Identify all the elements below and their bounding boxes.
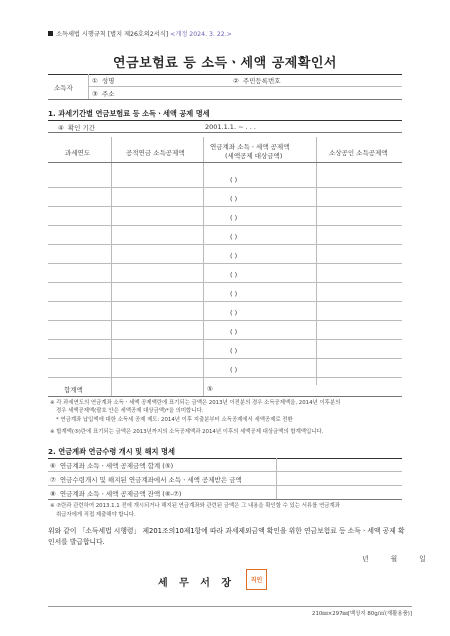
- rule: [48, 132, 402, 133]
- document-title: 연금보험료 등 소득ㆍ세액 공제확인서: [112, 56, 337, 71]
- divider: [88, 74, 89, 99]
- rule: [48, 187, 402, 188]
- rule: [48, 377, 402, 378]
- col-header-year: 과세연도: [65, 149, 91, 157]
- note-line: * 연금계좌 납입액에 대한 소득세 공제 제도: 2014년 이후 지출분부터 소득공제에서 세액공제로 전환: [56, 417, 293, 423]
- period-label: ④ 확인 기간: [58, 124, 96, 132]
- col-header-pension-sub: (세액공제 대상금액): [225, 152, 283, 160]
- rule: [48, 358, 402, 359]
- tax-office-head: 세 무 서 장: [158, 578, 236, 589]
- section2-title: 2. 연금계좌 연금수령 개시 및 해지 명세: [48, 447, 175, 456]
- pension-amount-cell[interactable]: ( ): [230, 233, 238, 241]
- closing-statement: 위와 같이 「소득세법 시행령」 제201조의10제1항에 따라 과세제외금액 확인을 위한 연금보험료 등 소득ㆍ세액 공제 확인서를 발급합니다.: [48, 527, 405, 546]
- legal-reference: 소득세법 시행규칙 [별지 제26호의2서식] <개정 2024. 3. 22.>: [48, 29, 232, 38]
- rule: [48, 458, 402, 459]
- row8-label: ⑧ 연금계좌 소득ㆍ세액 공제금액 잔액 (⑥-⑦): [50, 490, 182, 498]
- rule: [48, 120, 402, 121]
- official-seal: 직인: [246, 569, 267, 590]
- row7-label: ⑦ 연금수령개시 및 해지된 연금계좌에서 소득ㆍ세액 공제받은 금액: [50, 476, 242, 484]
- rule: [48, 263, 402, 264]
- address-field[interactable]: ③ 주소: [92, 90, 115, 98]
- rule: [48, 225, 402, 226]
- rule: [48, 206, 402, 207]
- row6-label: ⑥ 연금계좌 소득ㆍ세액 공제금액 합계 (⑤): [50, 462, 174, 470]
- period-value[interactable]: 2001.1.1. ~ . . .: [205, 123, 256, 131]
- rule: [48, 499, 402, 500]
- rule: [48, 485, 402, 486]
- rule: [48, 606, 412, 607]
- col-header-public: 공적연금 소득공제액: [126, 149, 185, 157]
- rule: [48, 74, 402, 75]
- taxpayer-label: 소득자: [54, 84, 73, 92]
- pension-amount-cell[interactable]: ( ): [230, 290, 238, 298]
- pension-amount-cell[interactable]: ( ): [230, 328, 238, 336]
- pension-amount-cell[interactable]: ( ): [230, 176, 238, 184]
- total-number[interactable]: ⑤: [207, 385, 213, 393]
- col-header-pension: 연금계좌 소득ㆍ세액 공제액: [210, 143, 290, 151]
- rule: [48, 320, 402, 321]
- pension-amount-cell[interactable]: ( ): [230, 195, 238, 203]
- paper-spec: 210㎜×297㎜[백상지 80g/㎡(재활용품)]: [312, 611, 412, 617]
- pension-amount-cell[interactable]: ( ): [230, 366, 238, 374]
- rule: [48, 244, 402, 245]
- name-field[interactable]: ① 성명: [92, 77, 115, 85]
- rule: [48, 282, 402, 283]
- rrn-field[interactable]: ② 주민등록번호: [233, 77, 281, 85]
- pension-amount-cell[interactable]: ( ): [230, 347, 238, 355]
- rule: [48, 396, 402, 397]
- rule: [48, 339, 402, 340]
- total-label: 합계액: [64, 386, 83, 394]
- note-line: 경우 세액공제액(괄호 안은 세액공제 대상금액)*을 의미합니다.: [56, 408, 204, 414]
- rule: [88, 86, 402, 87]
- note-line: ※ ⑦란과 관련하여 2013.1.1 전에 개시되거나 해지된 연금계좌와 관련된 금액은 그 내용을 확인할 수 있는 서류를 연금계좌: [50, 503, 340, 509]
- rule: [48, 162, 402, 163]
- square-bullet-icon: [48, 31, 53, 36]
- divider: [276, 458, 277, 499]
- note-line: 취급자에게 직접 제출해야 합니다.: [56, 512, 136, 518]
- divider: [316, 137, 317, 385]
- col-header-small-business: 소상공인 소득공제액: [329, 149, 388, 157]
- revision-date: <개정 2024. 3. 22.>: [170, 31, 232, 38]
- pension-amount-cell[interactable]: ( ): [230, 214, 238, 222]
- section1-title: 1. 과세기간별 연금보험료 등 소득ㆍ세액 공제 명세: [48, 109, 210, 118]
- note-line: ※ 각 과세연도의 연금계좌 소득ㆍ세액 공제액란에 표기되는 금액은 2013년 이전분의 경우 소득공제액을, 2014년 이후분의: [50, 400, 341, 406]
- rule: [48, 301, 402, 302]
- pension-amount-cell[interactable]: ( ): [230, 271, 238, 279]
- pension-amount-cell[interactable]: ( ): [230, 252, 238, 260]
- pension-amount-cell[interactable]: ( ): [230, 309, 238, 317]
- note-line: ※ 합계액(⑤)란에 표기되는 금액은 2013년까지의 소득공제액과 2014년 이후의 세액공제 대상금액의 합계액입니다.: [50, 429, 324, 435]
- issue-date[interactable]: 년 월 일: [362, 555, 426, 563]
- rule: [48, 99, 402, 100]
- rule: [48, 471, 402, 472]
